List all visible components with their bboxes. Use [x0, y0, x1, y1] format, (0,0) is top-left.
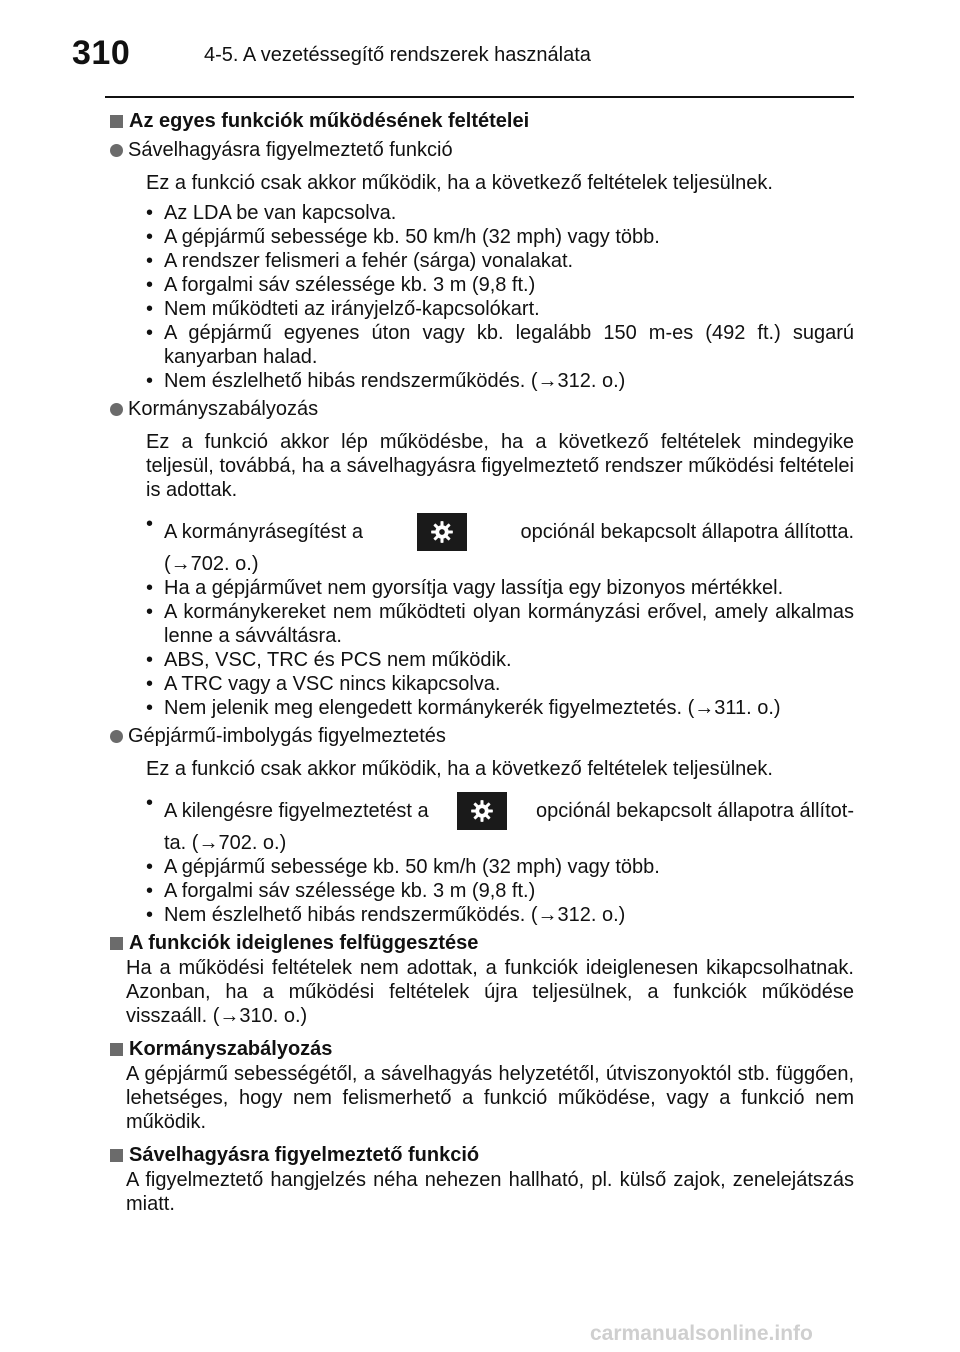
icon-line: [164, 791, 854, 831]
paragraph: A gépjármű sebességétől, a sávelhagyás helyzetétől, útviszonyoktól stb. függően, lehetséges, hogy nem felismerhető a funkció működése, vagy a funkció nem működik.: [126, 1063, 854, 1133]
list-item: [146, 791, 854, 855]
subheading-sway-warning: [108, 723, 854, 749]
heading-lane-departure-warning: [108, 1142, 854, 1168]
item-text: opciónál bekapcsolt állapotra állítot-: [536, 800, 854, 822]
page-header: [72, 34, 862, 96]
heading-text: A funkciók ideiglenes felfüggesztése: [129, 932, 479, 954]
list-item: • A forgalmi sáv szélessége kb. 3 m (9,8 ft.): [146, 273, 854, 297]
circle-bullet-icon: [110, 730, 123, 743]
list-item: • A forgalmi sáv szélessége kb. 3 m (9,8 ft.): [146, 879, 854, 903]
paragraph: Ez a funkció csak akkor működik, ha a következő feltételek teljesülnek.: [146, 172, 773, 194]
circle-bullet-icon: [110, 144, 123, 157]
list-item: • Az LDA be van kapcsolva.: [146, 201, 854, 225]
subheading-steering-control: [108, 396, 854, 422]
item-text: opciónál bekapcsolt állapotra állította.: [520, 521, 854, 543]
list-item: • Nem működteti az irányjelző-kapcsolókart.: [146, 297, 854, 321]
heading-temporary-suspension: [108, 930, 854, 956]
gear-icon: [417, 513, 467, 551]
paragraph: Ez a funkció csak akkor működik, ha a következő feltételek teljesülnek.: [146, 758, 773, 780]
header-rule: [105, 96, 854, 98]
heading-text: Kormányszabályozás: [129, 1038, 333, 1060]
list-item: [146, 512, 854, 576]
list-item: • A kormánykereket nem működteti olyan kormányzási erővel, amely alkalmas lenne a sávváltásra.: [146, 600, 854, 648]
subheading-lane-departure: [108, 137, 854, 163]
list-item: • A TRC vagy a VSC nincs kikapcsolva.: [146, 672, 854, 696]
page-content: [108, 108, 854, 1216]
square-bullet-icon: [110, 1149, 123, 1162]
list-item: • Nem észlelhető hibás rendszerműködés. (→312. o.): [146, 369, 854, 393]
subheading-text: Gépjármű-imbolygás figyelmeztetés: [128, 725, 446, 747]
paragraph: Ha a működési feltételek nem adottak, a funkciók ideiglenesen kikapcsolhatnak. Azonban, ha a működési feltételek újra teljesülnek, a funkciók működése visszaáll. (→310. o.): [126, 957, 854, 1027]
list-item: • A gépjármű egyenes úton vagy kb. legalább 150 m-es (492 ft.) sugarú kanyarban halad.: [146, 321, 854, 369]
list-item: • Ha a gépjárművet nem gyorsítja vagy lassítja egy bizonyos mértékkel.: [146, 576, 854, 600]
item-text: • A kormányrásegítést a: [164, 521, 363, 543]
item-text: • A kilengésre figyelmeztetést a: [164, 800, 429, 822]
page-number: 310: [72, 34, 131, 72]
icon-line: [164, 512, 854, 552]
list-item: • ABS, VSC, TRC és PCS nem működik.: [146, 648, 854, 672]
square-bullet-icon: [110, 1043, 123, 1056]
item-text: (→702. o.): [164, 553, 259, 575]
square-bullet-icon: [110, 115, 123, 128]
item-text: ta. (→702. o.): [164, 832, 287, 854]
subheading-text: Kormányszabályozás: [128, 398, 319, 420]
section-title: 4-5. A vezetéssegítő rendszerek használata: [204, 44, 591, 66]
bullet-list: [146, 512, 854, 720]
watermark: carmanualsonline.info: [590, 1322, 813, 1345]
bullet-list: [146, 791, 854, 927]
list-item: • Nem jelenik meg elengedett kormánykerék figyelmeztetés. (→311. o.): [146, 696, 854, 720]
gear-icon: [457, 792, 507, 830]
heading-text: Sávelhagyásra figyelmeztető funkció: [129, 1144, 480, 1166]
list-item: • A gépjármű sebessége kb. 50 km/h (32 mph) vagy több.: [146, 225, 854, 249]
heading-steering-control: [108, 1036, 854, 1062]
circle-bullet-icon: [110, 403, 123, 416]
list-item: • Nem észlelhető hibás rendszerműködés. (→312. o.): [146, 903, 854, 927]
square-bullet-icon: [110, 937, 123, 950]
paragraph: A figyelmeztető hangjelzés néha nehezen hallható, pl. külső zajok, zenelejátszás miatt.: [126, 1169, 854, 1215]
heading-operating-conditions: [108, 108, 854, 134]
list-item: • A gépjármű sebessége kb. 50 km/h (32 mph) vagy több.: [146, 855, 854, 879]
paragraph: Ez a funkció akkor lép működésbe, ha a következő feltételek mindegyike teljesül, továbbá, ha a sávelhagyásra figyelmeztető rendszer működési feltételei is adottak.: [146, 431, 854, 501]
list-item: • A rendszer felismeri a fehér (sárga) vonalakat.: [146, 249, 854, 273]
subheading-text: Sávelhagyásra figyelmeztető funkció: [128, 139, 453, 161]
bullet-list: [146, 201, 854, 393]
heading-text: Az egyes funkciók működésének feltételei: [129, 110, 530, 132]
